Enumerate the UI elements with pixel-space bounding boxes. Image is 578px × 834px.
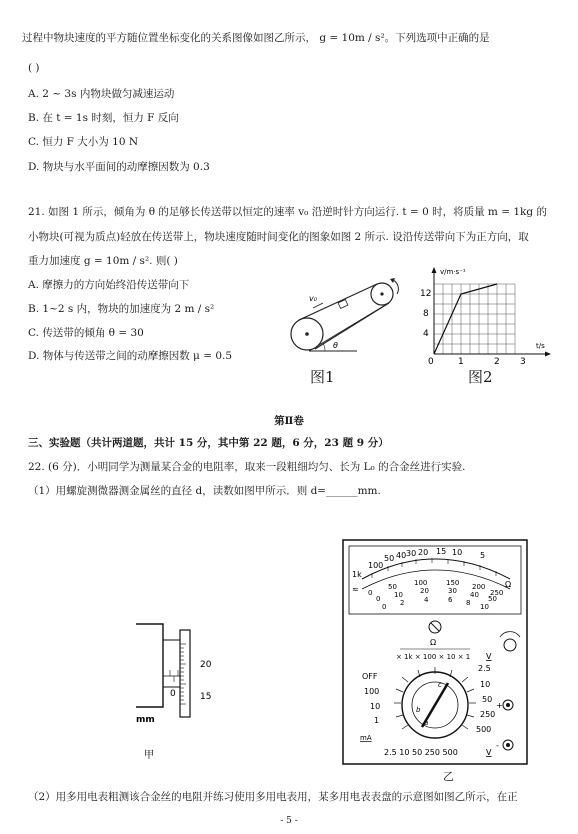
q20-blank: ( ) — [28, 62, 40, 74]
range-v-250: 250 — [480, 710, 496, 719]
micrometer-caption: 甲 — [144, 750, 154, 761]
tiny-scale-10: 10 — [480, 603, 489, 611]
range-ma-10: 10 — [370, 702, 381, 711]
range-ma-1: 1 — [374, 716, 380, 725]
pointer-label-b: b — [416, 706, 421, 714]
range-v-2.5: 2.5 — [478, 664, 491, 673]
lower-pulley-axle — [305, 332, 309, 336]
micrometer-figure — [130, 612, 220, 762]
page-number: - 5 - — [280, 816, 298, 826]
ohm-scale-50: 50 — [384, 554, 395, 563]
y-tick-4: 4 — [423, 329, 429, 339]
q21-option-d: D. 物体与传送带之间的动摩擦因数 μ = 0.5 — [28, 350, 233, 362]
multimeter-caption: 乙 — [443, 770, 454, 783]
conveyor-belt-figure — [285, 268, 410, 358]
q20-stem: 过程中物块速度的平方随位置坐标变化的关系图像如图乙所示， g = 10m / s²。下列选项中正确的是 — [22, 32, 490, 44]
q22-part2: （2）用多用电表粗测该合金丝的电阻并练习使用多用电表用，某多用电表表盘的示意图如图乙所示，在正 — [28, 791, 518, 803]
q21-option-a: A. 摩擦力的方向始终沿传送带向下 — [28, 279, 190, 291]
theta-arc — [323, 343, 325, 351]
low-scale-0: 0 — [376, 595, 381, 603]
range-v-bottom-label: V — [486, 748, 492, 757]
q20-option-b: B. 在 t = 1s 时刻，恒力 F 反向 — [28, 112, 179, 124]
tiny-scale-6: 6 — [448, 596, 453, 604]
low-scale-10: 10 — [394, 591, 403, 599]
tiny-scale-4: 4 — [424, 596, 429, 604]
v0-label: v₀ — [309, 294, 317, 303]
dial-window — [349, 546, 521, 614]
range-v-10: 10 — [480, 680, 491, 689]
q21-stem-line2: 小物块(可视为质点)轻放在传送带上，物块速度随时间变化的图象如图 2 所示. 设沿传送带向下为正方向，取 — [28, 231, 529, 243]
range-v-top-label: V — [486, 652, 492, 661]
upper-pulley-axle — [380, 292, 383, 295]
range-off: OFF — [362, 672, 378, 681]
tiny-scale-2: 2 — [400, 599, 405, 607]
fig2-caption: 图2 — [468, 368, 493, 386]
x-tick-0: 0 — [428, 357, 434, 367]
thimble-label-15: 15 — [200, 692, 212, 702]
range-ma-100: 100 — [364, 687, 380, 696]
mid-scale-0: 0 — [368, 589, 373, 597]
low-scale-30: 30 — [448, 587, 457, 595]
sleeve-label-0: 0 — [170, 689, 176, 699]
range-header-ohm: Ω — [430, 638, 437, 647]
ohm-scale-5: 5 — [480, 551, 486, 560]
velocity-line — [434, 284, 497, 354]
low-scale-50: 50 — [488, 595, 497, 603]
range-bottom-values: 2.5 10 50 250 500 — [384, 748, 458, 757]
ohm-scale-100: 100 — [368, 561, 384, 570]
tiny-scale-8: 8 — [466, 599, 471, 607]
y-tick-8: 8 — [423, 309, 429, 319]
graph-grid — [434, 284, 515, 354]
negative-terminal-label: - — [496, 741, 499, 750]
micrometer-frame — [136, 624, 163, 707]
v0-arrow — [313, 303, 323, 308]
tiny-scale-0: 0 — [382, 603, 387, 611]
rotation-arrow-icon — [393, 280, 398, 294]
y-axis-label: v/m·s⁻¹ — [440, 268, 466, 276]
thimble-label-20: 20 — [200, 660, 212, 670]
ohm-scale-10: 10 — [452, 548, 463, 557]
q22-part1: （1）用螺旋测微器测金属丝的直径 d，读数如图甲所示．则 d=______mm. — [28, 485, 381, 497]
ohm-scale-1k: 1k — [352, 570, 362, 579]
x-tick-3: 3 — [520, 357, 526, 367]
section-title: 三、实验题（共计两道题，共计 15 分，其中第 22 题，6 分，23 题 9 分） — [28, 437, 389, 449]
range-multipliers: × 1k × 100 × 10 × 1 — [396, 653, 471, 661]
y-tick-12: 12 — [420, 289, 432, 299]
theta-label: θ — [333, 341, 338, 350]
mid-scale-100: 100 — [414, 579, 428, 587]
pointer-label-a: a — [424, 719, 429, 727]
q21-option-b: B. 1~2 s 内，物块的加速度为 2 m / s² — [28, 303, 215, 315]
mid-scale-250: 250 — [490, 589, 504, 597]
q22-stem: 22. (6 分)．小明同学为测量某合金的电阻率，取来一段粗细均匀、长为 L₀ 的合金丝进行实验. — [28, 461, 466, 473]
ohm-symbol: Ω — [505, 580, 512, 589]
range-v-500: 500 — [476, 725, 492, 734]
ohm-scale-40: 40 — [396, 551, 407, 560]
dc-symbol: ≈ — [352, 585, 359, 594]
ohm-adjust-knob[interactable] — [504, 639, 516, 651]
y-axis-arrow-icon — [432, 267, 437, 273]
range-v-50: 50 — [482, 695, 493, 704]
mid-scale-150: 150 — [446, 579, 460, 587]
ohm-scale-15: 15 — [436, 547, 447, 556]
volume-heading: 第Ⅱ卷 — [274, 415, 304, 427]
q21-option-c: C. 传送带的倾角 θ = 30 — [28, 327, 144, 339]
positive-terminal-label: + — [496, 701, 503, 710]
q20-option-c: C. 恒力 F 大小为 10 N — [28, 136, 139, 148]
ohm-scale-20: 20 — [418, 548, 429, 557]
q21-stem-line1: 21. 如图 1 所示，倾角为 θ 的足够长传送带以恒定的速率 v₀ 沿逆时针方向运行. t = 0 时，将质量 m = 1kg 的 — [28, 206, 547, 218]
q21-stem-line3: 重力加速度 g = 10m / s². 则( ) — [28, 255, 178, 267]
x-axis-arrow-icon — [545, 352, 551, 357]
mid-scale-50: 50 — [388, 583, 397, 591]
x-tick-2: 2 — [494, 357, 500, 367]
ohm-scale-30: 30 — [406, 549, 417, 558]
fig1-caption: 图1 — [310, 368, 335, 386]
mid-scale-200: 200 — [472, 583, 486, 591]
x-axis-label: t/s — [536, 342, 545, 350]
low-scale-20: 20 — [420, 587, 429, 595]
q20-option-a: A. 2 ~ 3s 内物块做匀减速运动 — [28, 88, 175, 100]
x-tick-1: 1 — [458, 357, 464, 367]
positive-terminal-inner — [506, 703, 510, 707]
velocity-time-graph — [420, 262, 555, 367]
unit-label: mm — [136, 715, 155, 725]
multimeter-figure — [340, 537, 530, 767]
negative-terminal-inner — [506, 743, 510, 747]
pointer-label-c: c — [438, 681, 442, 689]
q20-option-d: D. 物块与水平面间的动摩擦因数为 0.3 — [28, 161, 210, 173]
range-ma-label: mA — [360, 734, 372, 742]
low-scale-40: 40 — [470, 591, 479, 599]
belt-bottom — [315, 303, 389, 349]
